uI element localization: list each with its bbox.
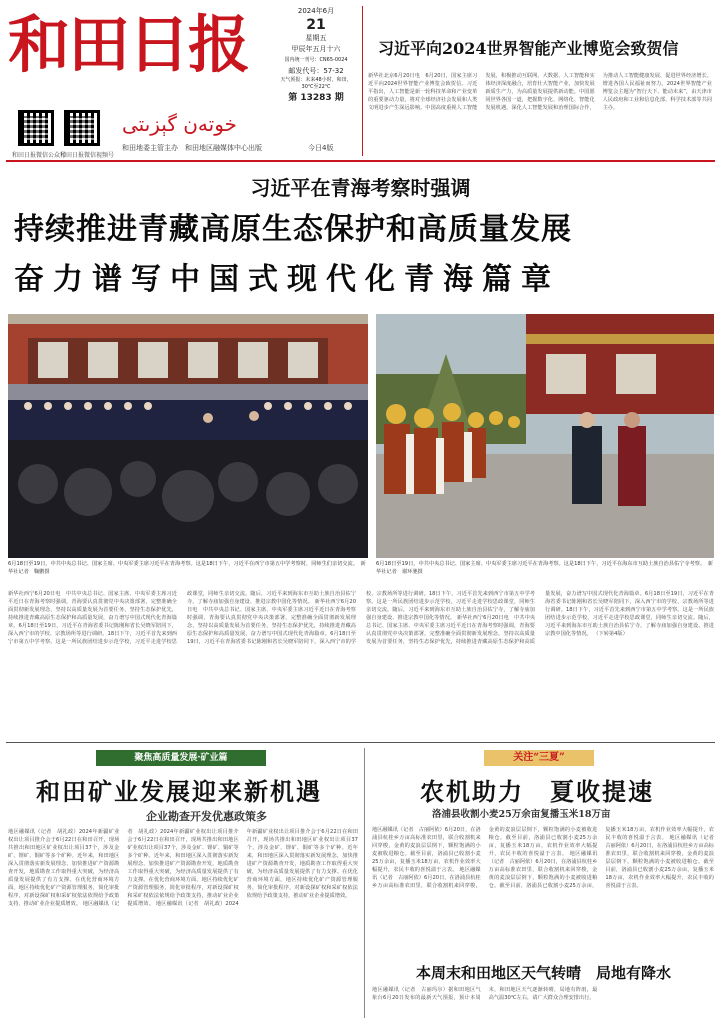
headline-2[interactable]: 奋力谱写中国式现代化青海篇章 (14, 262, 560, 297)
photo-temple[interactable] (376, 314, 714, 558)
story3-subhead: 洛浦县收割小麦25万余亩复播玉米18万亩 (432, 809, 611, 820)
section-band: 聚焦高质量发展·矿业篇 (96, 750, 266, 766)
story2-body: 地区融媒讯（记者 胡礼政）2024年新疆矿业权出让项目推介会于6月22日在和田召开，现场共推出和田地区矿业权出让项目37个，涉及金矿、锂矿、铜矿等多个矿种。近年来，和田地区深入贯彻落实新发展理念，加快推进矿产资源勘查开发，地质勘查工作取得重大突破，为经济高质量发展提供了有力支撑。在优化营商环境方面，地区持续优化矿产资源管理服务，简化审批程序，对新设探矿权和采矿权依法依规给予政策支持，推动矿业企业提质增效。 地区融媒讯（记者 胡礼政）2024年新疆矿业权出让项目推介会于6月22日在和田召开，现场共推出和田地区矿业权出让项目37个，涉及金矿、锂矿、铜矿等多个矿种。近年来，和田地区深入贯彻落实新发展理念，加快推进矿产资源勘查开发，地质勘查工作取得重大突破，为经济高质量发展提供了有力支撑。在优化营商环境方面，地区持续优化矿产资源管理服务，简化审批程序，对新设探矿权和采矿权依法依规给予政策支持，推动矿业企业提质增效。 地区融媒讯（记者 胡礼政）2024年新疆矿业权出让项目推介会于6月22日在和田召开，现场共推出和田地区矿业权出让项目37个，涉及金矿、锂矿、铜矿等多个矿种。近年来，和田地区深入贯彻落实新发展理念，加快推进矿产资源勘查开发，地质勘查工作取得重大突破，为经济高质量发展提供了有力支撑。在优化营商环境方面，地区持续优化矿产资源管理服务，简化审批程序，对新设探矿权和采矿权依法依规给予政策支持，推动矿业企业提质增效。 (8, 829, 358, 907)
issue-lunar: 甲辰年五月十六 (291, 45, 341, 53)
story2-headline[interactable]: 和田矿业发展迎来新机遇 (36, 777, 322, 806)
photo-temple-image (376, 314, 714, 558)
photo-school-caption: 6月18日至19日，中共中央总书记、国家主席、中央军委主席习近平在青海考察。这是18日下午，习近平在西宁市第五中学考察时，同师生们亲切交流。 新华社记者 鞠鹏摄 (8, 561, 366, 575)
issue-number: 第 13283 期 (288, 93, 344, 103)
kicker: 习近平在青海考察时强调 (250, 176, 471, 200)
qr-label: 和田日报微信公众号 (12, 152, 67, 159)
issue-code: 邮发代号：57-32 (288, 67, 344, 75)
jump-line: （下转第4版） (593, 631, 628, 637)
divider (364, 748, 365, 1018)
headline-1[interactable]: 持续推进青藏高原生态保护和高质量发展 (14, 212, 572, 247)
top-news-body: 新华社北京6月20日电 6月20日，国家主席习近平向2024世界智能产业博览会致贺信。习近平指出，人工智能是新一轮科技革命和产业变革的重要驱动力量，将对全球经济社会发展和人类文明进步产生深远影响。中国高度重视人工智能发展，积极推动互联网、大数据、人工智能和实体经济深度融合，培育壮大智能产业，加快发展新质生产力，为高质量发展提供新动能。中国愿同世界各国一道，把握数字化、网络化、智能化发展机遇，深化人工智能发展和治理国际合作，为推动人工智能健康发展、促进世界经济增长、增进各国人民福祉而努力。2024世界智能产业博览会主题为“智行天下、能动未来”，由天津市人民政府和工业和信息化部、科学技术部等共同主办。 (368, 73, 712, 111)
story2-subhead: 企业勘查开发优惠政策多 (146, 810, 267, 823)
photo-school[interactable] (8, 314, 368, 558)
issue-cn: 国内统一刊号：CN65-0024 (284, 57, 348, 63)
pages-label: 今日4版 (308, 144, 334, 152)
issue-weather: 天气预报：未来48小时，和田，30℃至22℃ (280, 77, 352, 90)
section-rule (6, 742, 715, 743)
issue-info (276, 6, 356, 104)
issue-weekday: 星期五 (305, 34, 327, 42)
qr-code-icon[interactable] (18, 110, 54, 146)
lead-story-body: 新华社西宁6月20日电 中共中央总书记、国家主席、中央军委主席习近平近日在青海考察时强调，青海要认真贯彻党中央决策部署，完整准确全面贯彻新发展理念，坚持以高质量发展为首要任务，坚持生态保护优先，持续推进青藏高原生态保护和高质量发展，奋力谱写中国式现代化青海篇章。6月18日至19日，习近平在青海省委书记陈刚和省长吴晓军陪同下，深入西宁市的学校、宗教场所等进行调研。18日下午，习近平首先来到西宁市第五中学考察。这是一所民族团结进步示范学校，习近平走进学校思政课堂，同师生亲切交流。随后，习近平来到海东市互助土族自治县佑宁寺，了解寺庙加强自身建设、推进宗教中国化等情况。 新华社西宁6月20日电 中共中央总书记、国家主席、中央军委主席习近平近日在青海考察时强调，青海要认真贯彻党中央决策部署，完整准确全面贯彻新发展理念，坚持以高质量发展为首要任务，坚持生态保护优先，持续推进青藏高原生态保护和高质量发展，奋力谱写中国式现代化青海篇章。6月18日至19日，习近平在青海省委书记陈刚和省长吴晓军陪同下，深入西宁市的学校、宗教场所等进行调研。18日下午，习近平首先来到西宁市第五中学考察。这是一所民族团结进步示范学校，习近平走进学校思政课堂，同师生亲切交流。随后，习近平来到海东市互助土族自治县佑宁寺，了解寺庙加强自身建设、推进宗教中国化等情况。 新华社西宁6月20日电 中共中央总书记、国家主席、中央军委主席习近平近日在青海考察时强调，青海要认真贯彻党中央决策部署，完整准确全面贯彻新发展理念，坚持以高质量发展为首要任务，坚持生态保护优先，持续推进青藏高原生态保护和高质量发展，奋力谱写中国式现代化青海篇章。6月18日至19日，习近平在青海省委书记陈刚和省长吴晓军陪同下，深入西宁市的学校、宗教场所等进行调研。18日下午，习近平首先来到西宁市第五中学考察。这是一所民族团结进步示范学校，习近平走进学校思政课堂，同师生亲切交流。随后，习近平来到海东市互助土族自治县佑宁寺，了解寺庙加强自身建设、推进宗教中国化等情况。 （下转第4版） (8, 591, 714, 645)
qr-code-icon[interactable] (64, 110, 100, 146)
story3-headline[interactable]: 农机助力 夏收提速 (420, 777, 654, 806)
masthead-title: 和田日报 (8, 8, 249, 81)
story4-headline[interactable]: 本周末和田地区天气转晴 局地有降水 (416, 964, 672, 982)
photo-temple-caption: 6月18日至19日，中共中央总书记、国家主席、中央军委主席习近平在青海考察。这是18日下午，习近平在海东市互助土族自治县佑宁寺考察。 新华社记者 谢环驰摄 (376, 561, 713, 575)
qr-label: 和田日报微信视频号 (60, 152, 115, 159)
photo-school-image (8, 314, 368, 558)
issue-date: 2024年6月 (297, 7, 335, 15)
issue-day: 21 (306, 17, 326, 33)
story4-body: 地区融媒讯（记者 古丽玛尔）据和田地区气象台6月20日发布的最新天气预报，预计本周末，和田地区天气逐渐转晴，局地有阵雨，最高气温30℃左右，请广大群众合理安排出行。 (372, 987, 598, 1001)
story3-body: 地区融媒讯（记者 古丽阿依）6月20日，在洛浦县杭桂乡万亩高标准农田里，联合收割机来回穿梭，金黄的麦浪层层倒下，颗粒饱满的小麦被收进粮仓。截至目前，洛浦县已收割小麦25万余亩，复播玉米18万亩，农机作业效率大幅提升，农民丰收的喜悦溢于言表。 地区融媒讯（记者 古丽阿依）6月20日，在洛浦县杭桂乡万亩高标准农田里，联合收割机来回穿梭，金黄的麦浪层层倒下，颗粒饱满的小麦被收进粮仓。截至目前，洛浦县已收割小麦25万余亩，复播玉米18万亩，农机作业效率大幅提升，农民丰收的喜悦溢于言表。 地区融媒讯（记者 古丽阿依）6月20日，在洛浦县杭桂乡万亩高标准农田里，联合收割机来回穿梭，金黄的麦浪层层倒下，颗粒饱满的小麦被收进粮仓。截至目前，洛浦县已收割小麦25万余亩，复播玉米18万亩，农机作业效率大幅提升，农民丰收的喜悦溢于言表。 地区融媒讯（记者 古丽阿依）6月20日，在洛浦县杭桂乡万亩高标准农田里，联合收割机来回穿梭，金黄的麦浪层层倒下，颗粒饱满的小麦被收进粮仓。截至目前，洛浦县已收割小麦25万余亩，复播玉米18万亩，农机作业效率大幅提升，农民丰收的喜悦溢于言表。 (372, 827, 720, 889)
topic-tag: 关注“三夏” (484, 750, 594, 766)
sponsor-line: 和田地委主管主办 和田地区融媒体中心出版 (122, 144, 262, 152)
masthead-rule (6, 160, 715, 162)
top-news-headline[interactable]: 习近平向2024世界智能产业博览会致贺信 (378, 39, 679, 58)
divider (362, 6, 363, 156)
masthead-uyghur: خوتەن گېزىتى (122, 112, 237, 136)
